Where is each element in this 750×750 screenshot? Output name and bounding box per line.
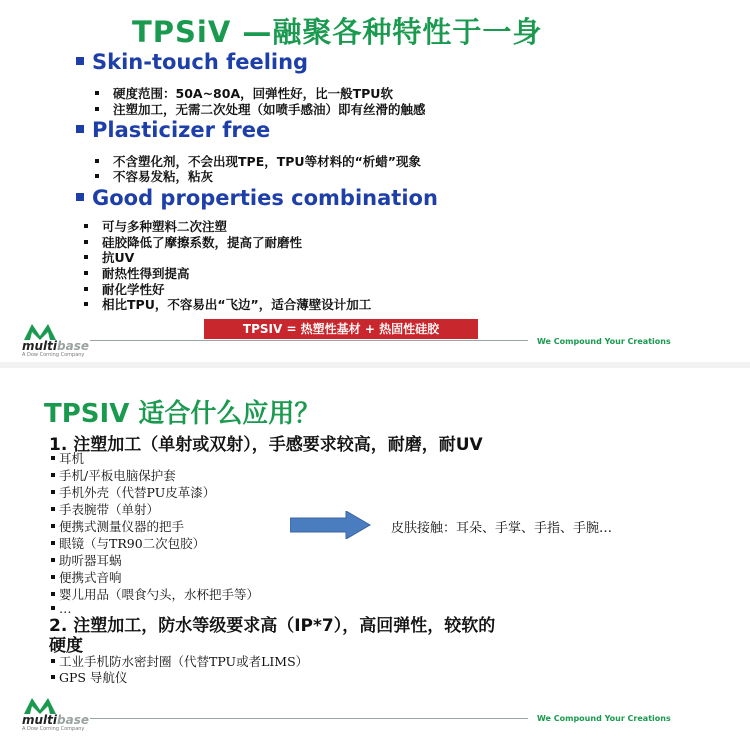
section-1-heading: 1. 注塑加工（单射或双射），手感要求较高，耐磨，耐UV [49,435,483,455]
bullet-dot-icon [51,575,55,579]
heading-skin-touch: Skin-touch feeling [76,50,308,74]
bullet: 相比TPU，不容易出“飞边”，适合薄壁设计加工 [84,295,371,313]
bullet-dot-icon [51,524,55,528]
slogan: We Compound Your Creations [537,337,671,346]
bullet: 耐热性得到提高 [84,264,190,282]
section-2-heading-line-2: 硬度 [49,636,83,656]
list-item: 便携式测量仪器的把手 [51,517,184,535]
bullet-dot-icon [95,159,99,163]
list-item: 助听器耳蜗 [51,551,122,569]
square-bullet-icon [76,193,84,201]
bullet: 可与多种塑料二次注塑 [84,217,227,235]
heading-plasticizer-free: Plasticizer free [76,118,270,142]
square-bullet-icon [76,125,84,133]
list-item: GPS 导航仪 [51,668,127,686]
footer-divider [90,718,528,719]
bullet-dot-icon [84,287,88,291]
bullet-dot-icon [84,240,88,244]
bullet-dot-icon [95,91,99,95]
bullet-dot-icon [51,473,55,477]
bullet-dot-icon [51,675,55,679]
bullet: 硬度范围：50A~80A，回弹性好，比一般TPU软 [95,84,393,102]
list-item: 手机外壳（代替PU皮革漆） [51,483,215,501]
list-item: 手机/平板电脑保护套 [51,466,176,484]
skin-contact-note: 皮肤接触：耳朵、手掌、手指、手腕… [391,521,613,536]
bullet: 硅胶降低了摩擦系数，提高了耐磨性 [84,233,302,251]
bullet: 抗UV [84,248,134,266]
list-item: 耳机 [51,449,84,467]
list-item: 便携式音响 [51,568,122,586]
bullet-dot-icon [84,302,88,306]
bullet: 不容易发粘，粘灰 [95,167,213,185]
list-item: 婴儿用品（喂食勺头，水杯把手等） [51,585,259,603]
slide-2-title: TPSIV 适合什么应用？ [44,399,321,429]
bullet-dot-icon [51,659,55,663]
section-2-heading-line-1: 2. 注塑加工，防水等级要求高（IP*7），高回弹性，较软的 [49,616,496,636]
bullet: 注塑加工，无需二次处理（如喷手感油）即有丝滑的触感 [95,100,426,118]
list-item: … [51,601,72,616]
bullet: 耐化学性好 [84,280,165,298]
multibase-logo: multibase A Dow Corning Company [22,322,89,358]
bullet-dot-icon [95,107,99,111]
footer-divider [90,340,528,341]
heading-good-properties: Good properties combination [76,186,438,210]
multibase-logo-icon [22,696,58,714]
slogan: We Compound Your Creations [537,714,671,723]
formula-banner: TPSIV = 热塑性基材 + 热固性硅胶 [204,319,478,339]
list-item: 手表腕带（单射） [51,500,159,518]
list-item: 工业手机防水密封圈（代替TPU或者LIMS） [51,652,308,670]
bullet-dot-icon [51,592,55,596]
right-arrow-icon [290,511,372,539]
square-bullet-icon [76,57,84,65]
slide-1-title: TPSiV —融聚各种特性于一身 [132,15,543,49]
multibase-logo-icon [22,322,58,340]
bullet-dot-icon [51,541,55,545]
slide-1 [0,0,750,368]
bullet-dot-icon [84,271,88,275]
bullet-dot-icon [95,174,99,178]
bullet-dot-icon [51,456,55,460]
bullet-dot-icon [51,490,55,494]
bullet-dot-icon [51,507,55,511]
slide-2 [0,368,750,750]
bullet-dot-icon [51,606,55,610]
list-item: 眼镜（与TR90二次包胶） [51,534,205,552]
bullet-dot-icon [84,255,88,259]
bullet: 不含塑化剂，不会出现TPE，TPU等材料的“析蜡”现象 [95,152,421,170]
bullet-dot-icon [84,224,88,228]
multibase-logo: multibase A Dow Corning Company [22,696,89,732]
bullet-dot-icon [51,558,55,562]
